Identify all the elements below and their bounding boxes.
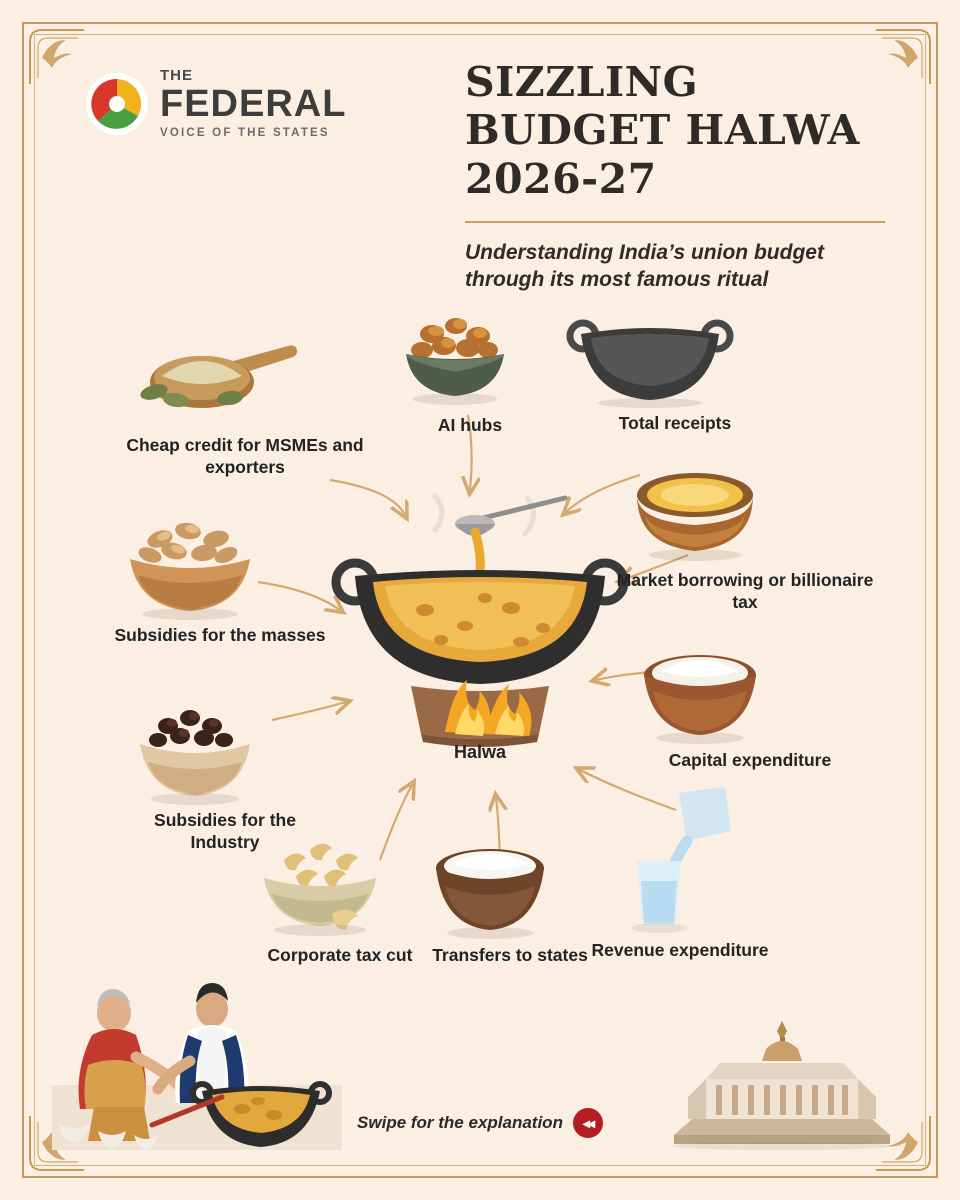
swipe-hint[interactable] xyxy=(0,1108,960,1138)
brand-tagline: VOICE OF THE STATES xyxy=(160,127,330,139)
node-capital-expenditure[interactable] xyxy=(625,635,875,772)
spice-powder-scoop-icon xyxy=(110,330,380,435)
node-market-borrowing[interactable] xyxy=(615,465,875,614)
center-node-label: Halwa xyxy=(453,742,507,762)
node-label: Subsidies for the masses xyxy=(114,625,326,645)
page-title: SIZZLING BUDGET HALWA 2026-27 xyxy=(465,58,860,203)
node-label: Market borrowing or billionaire tax xyxy=(616,570,874,612)
node-subsidies-industry[interactable] xyxy=(120,690,330,854)
node-revenue-expenditure[interactable] xyxy=(575,785,785,962)
swipe-hint-text: Swipe for the explanation xyxy=(357,1113,563,1132)
water-pouring-glass-icon xyxy=(575,785,785,940)
node-label: Subsidies for the Industry xyxy=(154,810,296,852)
node-label: Total receipts xyxy=(618,413,732,433)
bowl-of-sugar-icon xyxy=(415,830,605,945)
node-label: Capital expenditure xyxy=(668,750,832,770)
federal-logo-icon xyxy=(88,75,146,133)
brand-line-1: THE xyxy=(160,67,193,84)
double-chevron-left-icon[interactable]: ◂◂ xyxy=(573,1108,603,1138)
bowl-of-flour-icon xyxy=(625,635,875,750)
empty-kadhai-icon xyxy=(555,308,795,413)
node-label: Transfers to states xyxy=(432,945,588,965)
diagram xyxy=(0,290,960,1070)
bowl-of-almonds-icon xyxy=(110,505,330,625)
title-block xyxy=(465,58,890,294)
header xyxy=(70,58,890,292)
bowl-of-raisins-icon xyxy=(120,690,330,810)
node-subsidies-masses[interactable] xyxy=(110,505,330,647)
node-transfers-to-states[interactable] xyxy=(415,830,605,967)
ghee-pot-icon xyxy=(615,465,875,570)
brand-line-2: FEDERAL xyxy=(160,83,347,125)
node-label: Cheap credit for MSMEs and exporters xyxy=(126,435,364,477)
title-divider xyxy=(465,221,885,223)
brand-logo[interactable] xyxy=(88,68,346,140)
page-subtitle: Understanding India’s union budget through its most famous ritual xyxy=(465,241,824,292)
node-ai-hubs[interactable] xyxy=(380,300,560,437)
node-label: Revenue expenditure xyxy=(591,940,769,960)
node-total-receipts[interactable] xyxy=(555,308,795,435)
node-label: Corporate tax cut xyxy=(267,945,413,965)
central-kadhai-halwa-icon xyxy=(315,490,645,750)
bowl-of-nuts-icon xyxy=(380,300,560,415)
node-cheap-credit[interactable] xyxy=(110,330,380,479)
node-label: AI hubs xyxy=(437,415,503,435)
